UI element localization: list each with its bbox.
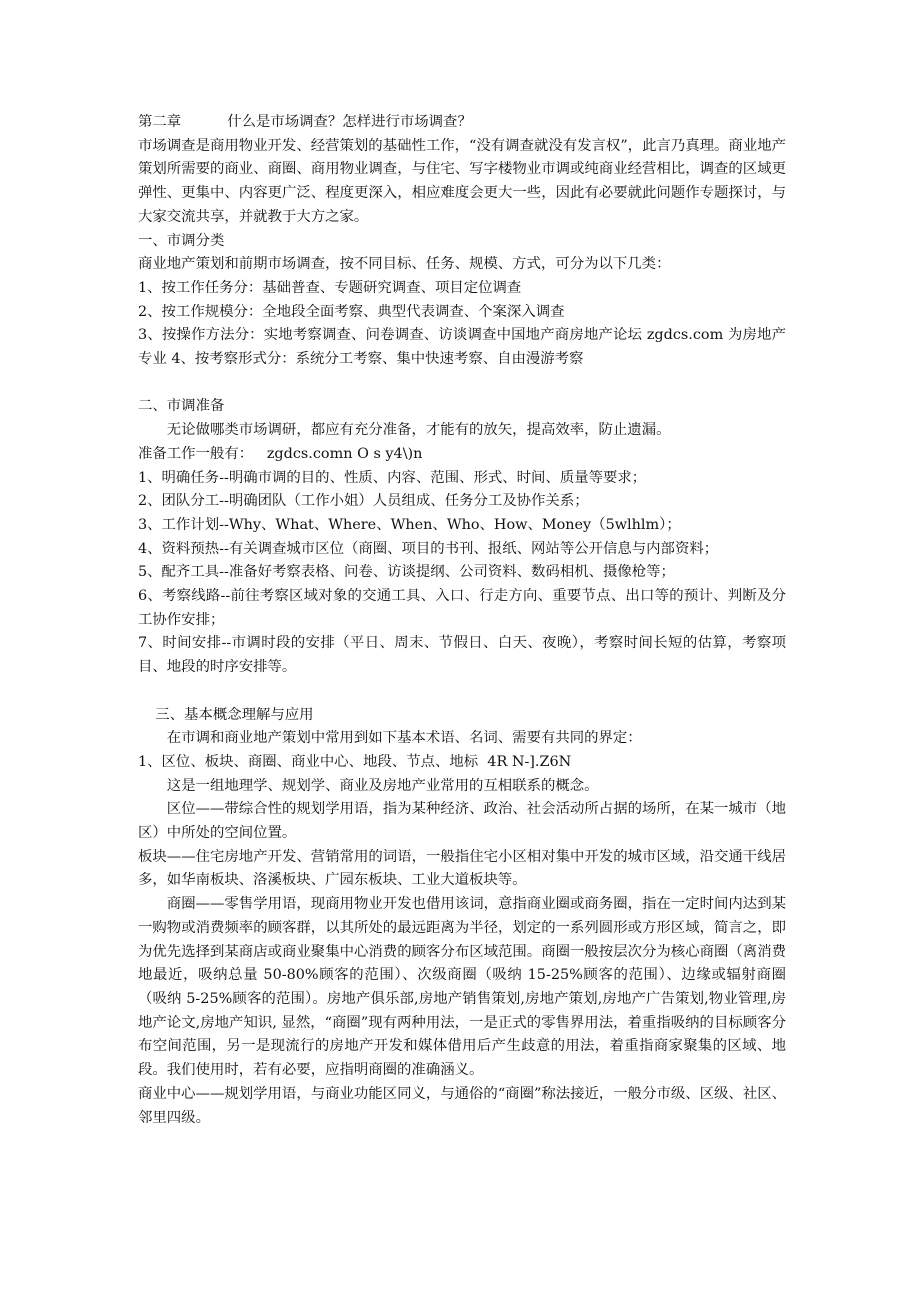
definition-quwei: 区位——带综合性的规划学用语，指为某种经济、政治、社会活动所占据的场所，在某一城市（地区）中所处的空间位置。 (138, 801, 786, 842)
section2-item: 4、资料预热--有关调查城市区位（商圈、项目的书刊、报纸、网站等公开信息与内部资料； (138, 540, 719, 557)
section2-item: 3、工作计划--Why、What、Where、When、Who、How、Money（5wlhlm）； (138, 516, 681, 533)
section2-item: 1、明确任务--明确市调的目的、性质、内容、范围、形式、时间、质量等要求； (138, 469, 647, 486)
section2-item: 6、考察线路--前往考察区域对象的交通工具、入口、行走方向、重要节点、出口等的预计、判断及分工协作安排； (138, 588, 786, 628)
section2-heading: 二、市调准备 (138, 398, 225, 415)
document-page (138, 111, 786, 1130)
section3-item: 1、区位、板块、商圈、商业中心、地段、节点、地标 4R N-].Z6N (138, 753, 572, 770)
definition-shangquan: 商圈——零售学用语，现商用物业开发也借用该词，意指商业圈或商务圈，指在一定时间内达到某一购物或消费频率的顾客群，以其所处的最远距离为半径，划定的一系列圆形或方形区域，简言之，即为优先选择到某商店或商业聚集中心消费的顾客分布区域范围。商圈一般按层次分为核心商圈（离消费地最近，吸纳总量 50-80%顾客的范围）、次级商圈（吸纳 15-25%顾客的范围）、边缘或辐射商圈（吸纳 5-25%顾客的范围）。房地产俱乐部,房地产销售策划,房地产策划,房地产广告策划,物业管理,房地产论文,房地产知识, 显然，“商圈”现有两种用法，一是正式的零售界用法，着重指吸纳的目标顾客分布空间范围，另一是现流行的房地产开发和媒体借用后产生歧意的用法，着重指商家聚集的区域、地段。我们使用时，若有必要，应指明商圈的准确涵义。 (138, 896, 786, 1079)
chapter-label: 第二章 (138, 114, 182, 130)
section1-item: 3、按操作方法分：实地考察调查、问卷调查、访谈调查中国地产商房地产论坛 zgdcs.com 为房地产专业 4、按考察形式分：系统分工考察、集中快速考察、自由漫游考察 (138, 327, 786, 368)
definition-bankuai: 板块——住宅房地产开发、营销常用的词语，一般指住宅小区相对集中开发的城市区域，沿交通干线居多，如华南板块、洛溪板块、广园东板块、工业大道板块等。 (138, 848, 786, 889)
section1-item: 2、按工作规模分：全地段全面考察、典型代表调查、个案深入调查 (138, 303, 565, 320)
chapter-title: 什么是市场调查？怎样进行市场调查？ (227, 114, 472, 130)
chapter-title-line (138, 111, 786, 135)
section2-item: 7、时间安排--市调时段的安排（平日、周末、节假日、白天、夜晚），考察时间长短的估算，考察项目、地段的时序安排等。 (138, 635, 786, 676)
section3-item-desc: 这是一组地理学、规划学、商业及房地产业常用的互相联系的概念。 (166, 777, 599, 794)
section2-item: 5、配齐工具--准备好考察表格、问卷、访谈提纲、公司资料、数码相机、摄像枪等； (138, 564, 675, 581)
section3-heading: 三、基本概念理解与应用 (155, 706, 314, 723)
section2-subhead: 准备工作一般有： zgdcs.comn O s y4\)n (138, 445, 423, 462)
section3-lead: 在市调和商业地产策划中常用到如下基本术语、名词、需要有共同的界定： (166, 730, 642, 747)
section2-lead: 无论做哪类市场调研，都应有充分准备，才能有的放矢，提高效率，防止遗漏。 (166, 422, 671, 439)
section2-item: 2、团队分工--明确团队（工作小姐）人员组成、任务分工及协作关系； (138, 493, 589, 510)
section1-lead: 商业地产策划和前期市场调查，按不同目标、任务、规模、方式，可分为以下几类： (138, 256, 671, 273)
section1-item: 1、按工作任务分：基础普查、专题研究调查、项目定位调查 (138, 279, 522, 296)
section1-heading: 一、市调分类 (138, 232, 225, 249)
intro-paragraph: 市场调查是商用物业开发、经营策划的基础性工作，“没有调查就没有发言权”，此言乃真理。商业地产策划所需要的商业、商圈、商用物业调查，与住宅、写字楼物业市调或纯商业经营相比，调查的区域更弹性、更集中、内容更广泛、程度更深入，相应难度会更大一些，因此有必要就此问题作专题探讨，与大家交流共享，并就教于大方之家。 (138, 137, 786, 225)
definition-shangye-zhongxin: 商业中心——规划学用语，与商业功能区同义，与通俗的“商圈”称法接近，一般分市级、区级、社区、邻里四级。 (138, 1085, 786, 1126)
